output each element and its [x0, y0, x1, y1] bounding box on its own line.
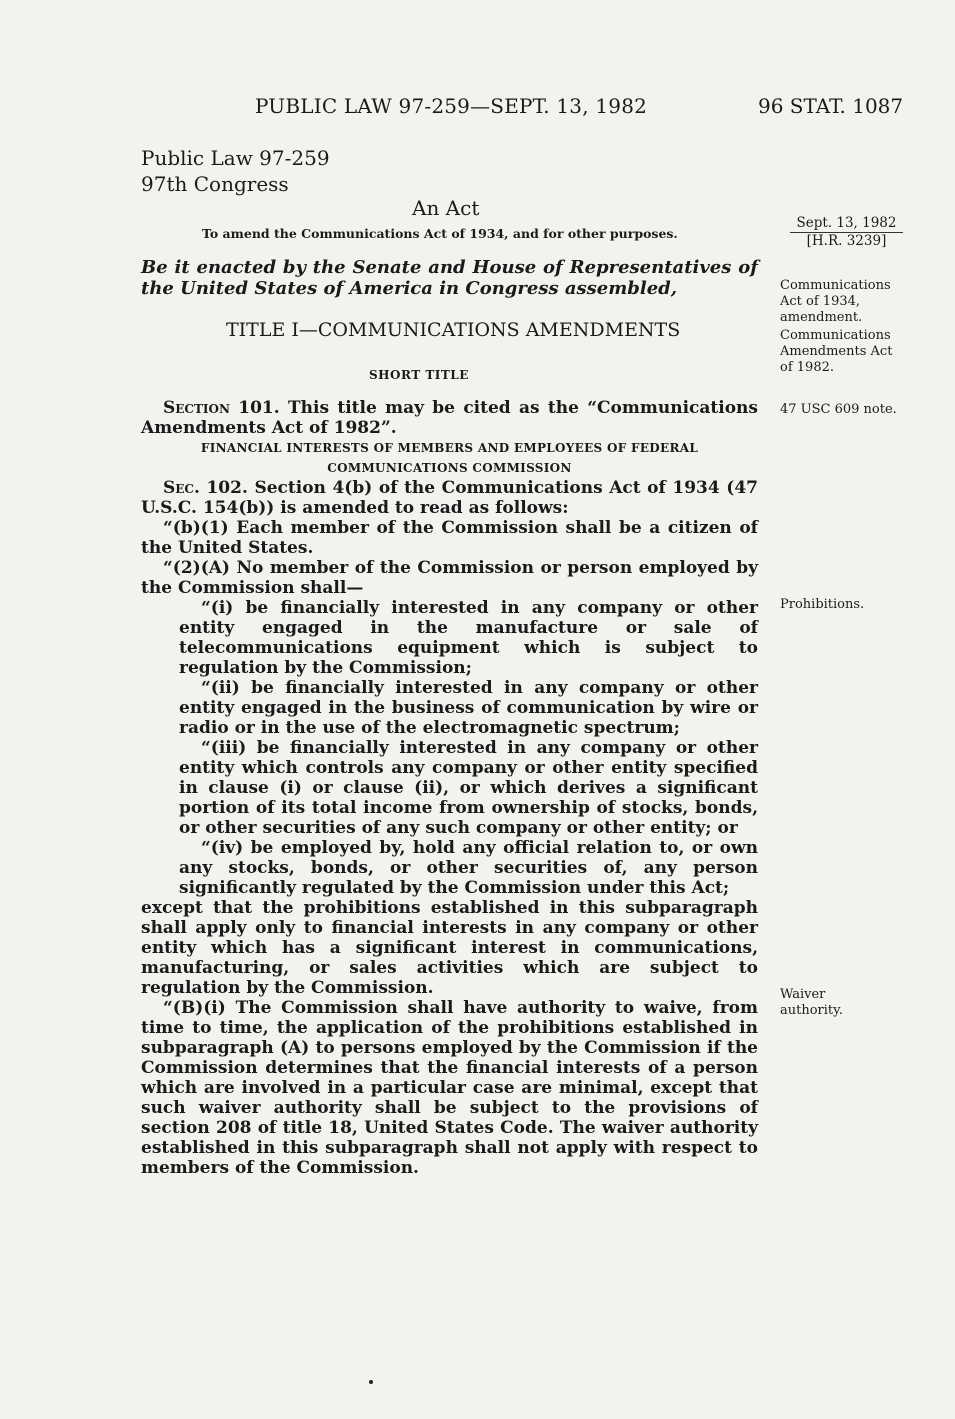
clause-ii: “(ii) be financially interested in any company or other entity engaged in the business of communication by wire or radio or in the use of the electromagnetic spectrum; — [179, 678, 758, 738]
paragraph-2a: “(2)(A) No member of the Commission or person employed by the Commission shall— — [141, 558, 758, 598]
title-heading: TITLE I—COMMUNICATIONS AMENDMENTS — [226, 319, 681, 341]
congress: 97th Congress — [141, 172, 289, 196]
section-101 — [141, 398, 758, 438]
section-102-heading: FINANCIAL INTERESTS OF MEMBERS AND EMPLOYEES OF FEDERAL COMMUNICATIONS COMMISSION — [200, 441, 699, 475]
section-102-lead — [141, 478, 758, 518]
act-purpose: To amend the Communications Act of 1934, and for other purposes. — [202, 226, 678, 241]
clause-iii: “(iii) be financially interested in any company or other entity which controls any company or other entity specified in clause (i) or clause (ii), or which derives a significant portion of its total income from ownership of stocks, bonds, or other securities of any such company or other entity; or — [179, 738, 758, 838]
section-102-lead-text: 102. Section 4(b) of the Communications Act of 1934 (47 U.S.C. 154(b)) is amended to read as follows: — [141, 478, 758, 518]
sidenote-act-amendment: Communications Act of 1934, amendment. — [780, 278, 891, 325]
sidenote-prohibitions: Prohibitions. — [780, 597, 865, 612]
short-title-heading: SHORT TITLE — [369, 368, 469, 382]
paragraph-2b-i: “(B)(i) The Commission shall have authority to waive, from time to time, the application of the prohibitions established in subparagraph (A) to persons employed by the Commission if the Commission determines that the financial interests of a person which are involved in a particular case are minimal, except that such waiver authority shall be subject to the provisions of section 208 of title 18, United States Code. The waiver authority established in this subparagraph shall not apply with respect to members of the Commission. — [141, 998, 758, 1178]
sidenote-date-block — [790, 215, 903, 250]
sidenote-usc: 47 USC 609 note. — [780, 402, 897, 417]
footer-dot — [369, 1380, 373, 1384]
sidenote-bill: [H.R. 3239] — [806, 233, 887, 249]
running-header-title: PUBLIC LAW 97-259—SEPT. 13, 1982 — [255, 94, 648, 118]
act-label: An Act — [412, 196, 480, 220]
clause-i: “(i) be financially interested in any company or other entity engaged in the manufacture or sale of telecommunications equipment which is subject to regulation by the Commission; — [179, 598, 758, 678]
running-header-page: 96 STAT. 1087 — [758, 94, 904, 118]
sec-label: Sec. — [163, 478, 200, 498]
sidenote-date: Sept. 13, 1982 — [790, 215, 903, 233]
law-number: Public Law 97-259 — [141, 146, 330, 170]
section-label: Section — [163, 398, 230, 418]
enacting-clause: Be it enacted by the Senate and House of Representatives of the United States of America in Congress assembled, — [141, 257, 758, 299]
sidenote-amendments-act: Communications Amendments Act of 1982. — [780, 328, 893, 375]
paragraph-b1: “(b)(1) Each member of the Commission shall be a citizen of the United States. — [141, 518, 758, 558]
section-101-text: 101. This title may be cited as the “Communications Amendments Act of 1982”. — [141, 398, 758, 438]
statute-body — [141, 398, 758, 1178]
sidenote-waiver: Waiver authority. — [780, 987, 843, 1018]
clause-iv: “(iv) be employed by, hold any official relation to, or own any stocks, bonds, or other securities of, any person significantly regulated by the Commission under this Act; — [179, 838, 758, 898]
except-clause: except that the prohibitions established in this subparagraph shall apply only to financial interests in any company or other entity which has a significant interest in communications, manufacturing, or sales activities which are subject to regulation by the Commission. — [141, 898, 758, 998]
